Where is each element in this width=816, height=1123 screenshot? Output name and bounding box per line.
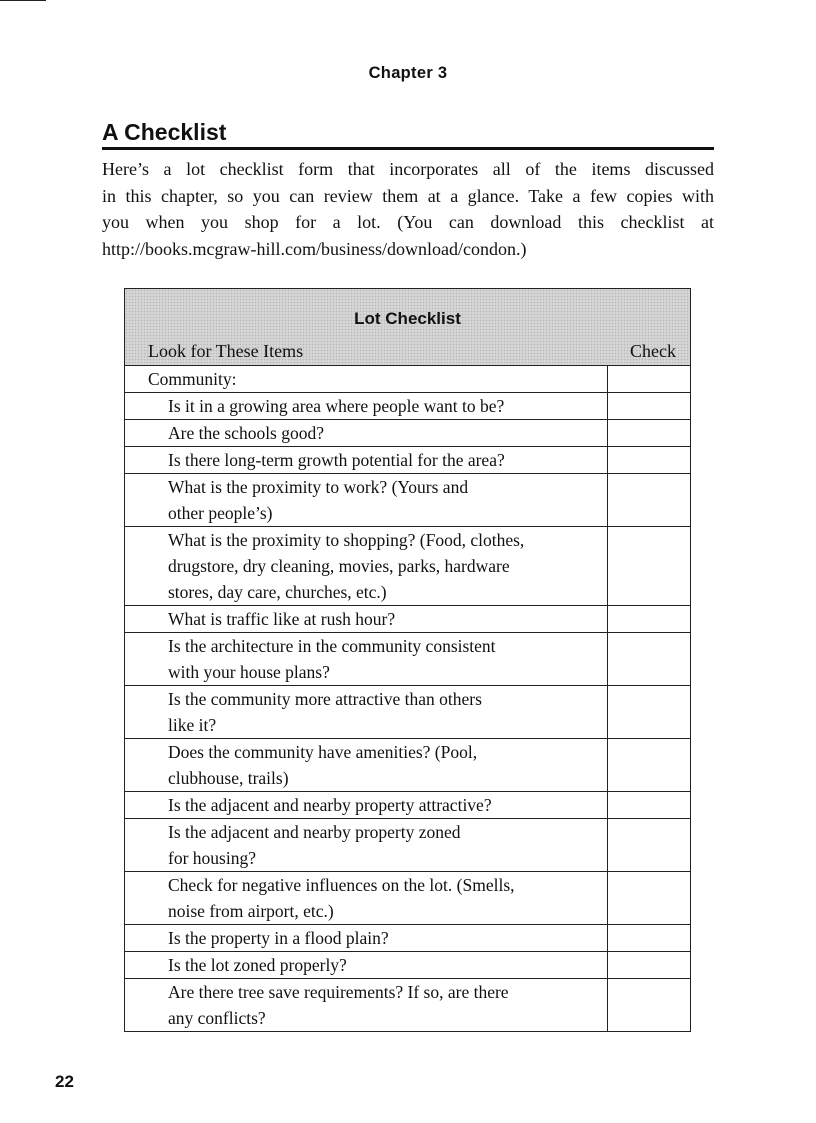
- check-cell[interactable]: [608, 527, 690, 605]
- column-header-items: Look for These Items: [148, 341, 304, 361]
- check-cell[interactable]: [608, 633, 690, 685]
- checklist-item-text: [125, 819, 608, 871]
- intro-paragraph: [102, 156, 714, 262]
- check-cell[interactable]: [608, 739, 690, 791]
- checklist-row: [125, 739, 690, 792]
- checklist-title: Lot Checklist: [354, 309, 461, 328]
- checklist-item-line: Check for negative influences on the lot. (Smells,: [168, 875, 515, 895]
- check-cell[interactable]: [608, 447, 690, 473]
- check-cell[interactable]: [608, 872, 690, 924]
- check-cell[interactable]: [608, 925, 690, 951]
- checklist-item-line: Is the adjacent and nearby property attractive?: [168, 795, 492, 815]
- checklist-item-text: [125, 792, 608, 818]
- intro-line: in this chapter, so you can review them at a glance. Take a few copies with: [102, 185, 714, 206]
- checklist-item-line: stores, day care, churches, etc.): [168, 582, 387, 602]
- checklist-group-row: [125, 366, 690, 393]
- checklist-item-text: [125, 979, 608, 1031]
- checklist-item-line: other people’s): [168, 503, 273, 523]
- checklist-item-text: [125, 527, 608, 605]
- checklist-item-text: [125, 952, 608, 978]
- checklist-row: [125, 527, 690, 606]
- section-title: A Checklist: [102, 118, 714, 150]
- check-cell[interactable]: [608, 792, 690, 818]
- checklist-item-line: What is the proximity to shopping? (Food, clothes,: [168, 530, 525, 550]
- checklist-item-line: noise from airport, etc.): [168, 901, 334, 921]
- checklist-item-line: Are there tree save requirements? If so, are there: [168, 982, 509, 1002]
- checklist-item-line: Is the community more attractive than others: [168, 689, 482, 709]
- check-cell[interactable]: [608, 952, 690, 978]
- checklist-row: [125, 393, 690, 420]
- checklist-row: [125, 979, 690, 1031]
- checklist-item-line: What is traffic like at rush hour?: [168, 609, 396, 629]
- check-cell[interactable]: [608, 474, 690, 526]
- checklist-item-line: Is the adjacent and nearby property zoned: [168, 822, 461, 842]
- checklist-item-line: Does the community have amenities? (Pool,: [168, 742, 478, 762]
- checklist-item-text: [125, 393, 608, 419]
- checklist-item-line: any conflicts?: [168, 1008, 266, 1028]
- checklist-row: [125, 420, 690, 447]
- corner-rule: [0, 0, 46, 1]
- chapter-label: Chapter 3: [368, 64, 448, 82]
- checklist-row: [125, 606, 690, 633]
- intro-line: Here’s a lot checklist form that incorporates all of the items discussed: [102, 159, 714, 179]
- column-header-check: Check: [630, 341, 676, 361]
- checklist-item-text: [125, 686, 608, 738]
- page-number: 22: [55, 1072, 74, 1091]
- checklist-item-line: Is the architecture in the community consistent: [168, 636, 496, 656]
- checklist-body: [125, 366, 690, 1031]
- check-cell[interactable]: [608, 420, 690, 446]
- checklist-item-text: [125, 925, 608, 951]
- check-cell[interactable]: [608, 606, 690, 632]
- checklist-group-label: [125, 366, 608, 392]
- checklist-row: [125, 925, 690, 952]
- checklist-row: [125, 633, 690, 686]
- check-cell[interactable]: [608, 686, 690, 738]
- checklist-header: [125, 289, 690, 366]
- checklist-row: [125, 952, 690, 979]
- checklist-item-line: drugstore, dry cleaning, movies, parks, hardware: [168, 556, 510, 576]
- checklist-item-line: Community:: [148, 369, 237, 389]
- checklist-item-line: Is the lot zoned properly?: [168, 955, 347, 975]
- checklist-row: [125, 474, 690, 527]
- checklist-item-line: like it?: [168, 715, 217, 735]
- checklist-item-text: [125, 474, 608, 526]
- checklist-row: [125, 819, 690, 872]
- checklist-row: [125, 447, 690, 474]
- checklist-item-line: Is the property in a flood plain?: [168, 928, 389, 948]
- checklist-row: [125, 792, 690, 819]
- checklist-item-text: [125, 447, 608, 473]
- intro-line: http://books.mcgraw-hill.com/business/download/condon.): [102, 238, 527, 259]
- check-cell[interactable]: [608, 979, 690, 1031]
- checklist-item-text: [125, 606, 608, 632]
- check-cell[interactable]: [608, 819, 690, 871]
- checklist-item-line: What is the proximity to work? (Yours and: [168, 477, 469, 497]
- checklist-item-line: for housing?: [168, 848, 256, 868]
- checklist-item-line: Is there long-term growth potential for the area?: [168, 450, 505, 470]
- checklist-item-line: clubhouse, trails): [168, 768, 289, 788]
- checklist-row: [125, 686, 690, 739]
- checklist-row: [125, 872, 690, 925]
- lot-checklist-table: [124, 288, 691, 1032]
- checklist-item-line: Are the schools good?: [168, 423, 325, 443]
- checklist-item-text: [125, 633, 608, 685]
- check-cell[interactable]: [608, 366, 690, 392]
- checklist-item-line: with your house plans?: [168, 662, 330, 682]
- checklist-item-text: [125, 420, 608, 446]
- check-cell[interactable]: [608, 393, 690, 419]
- checklist-item-text: [125, 872, 608, 924]
- checklist-item-line: Is it in a growing area where people want to be?: [168, 396, 505, 416]
- checklist-item-text: [125, 739, 608, 791]
- intro-line: you when you shop for a lot. (You can download this checklist at: [102, 212, 714, 232]
